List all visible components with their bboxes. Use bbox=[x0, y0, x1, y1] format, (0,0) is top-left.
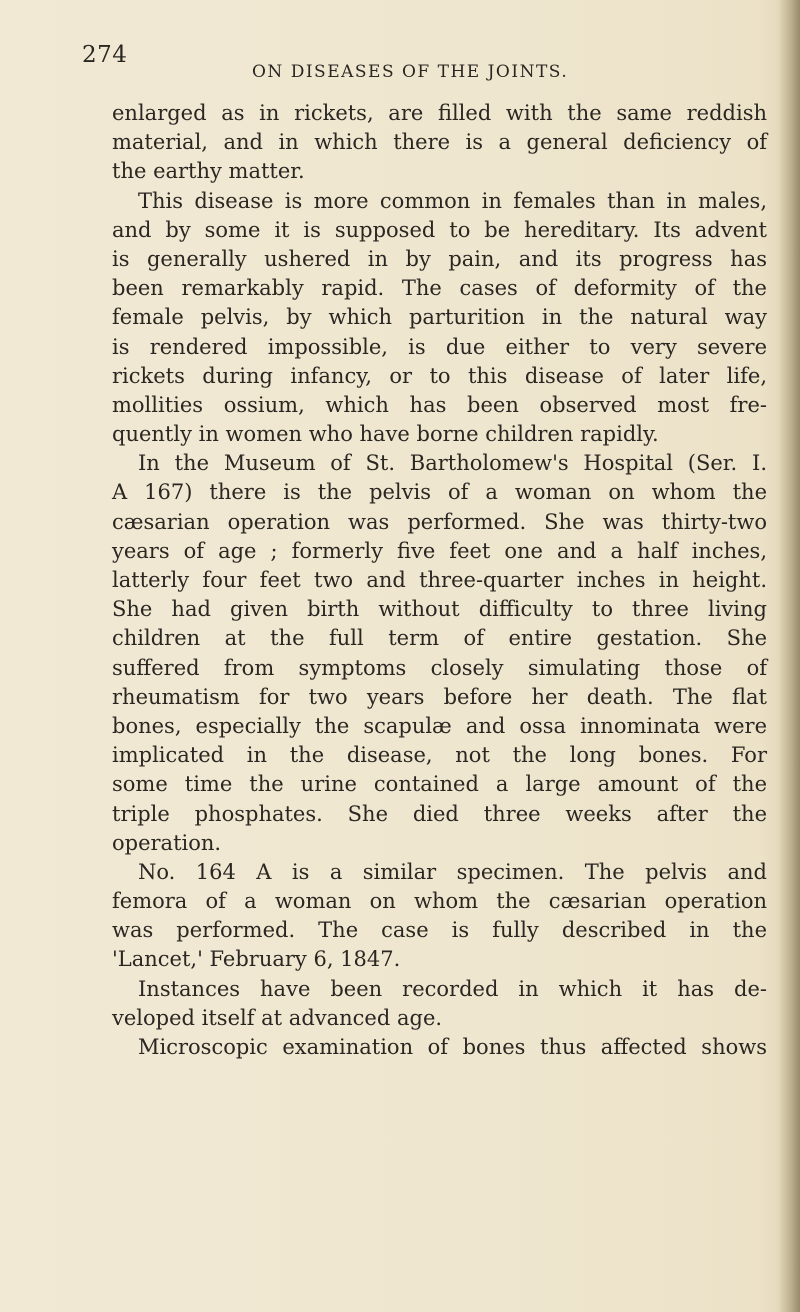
text-line: Instances have been recorded in which it has de- bbox=[138, 976, 767, 1001]
text-line: children at the full term of entire gestation. She bbox=[112, 626, 767, 651]
text-line: the earthy matter. bbox=[112, 159, 305, 184]
text-line: female pelvis, by which parturition in the natural way bbox=[112, 305, 767, 330]
text-line: rickets during infancy, or to this disease of later life, bbox=[112, 363, 767, 388]
text-line: enlarged as in rickets, are filled with the same reddish bbox=[112, 101, 767, 125]
text-line: implicated in the disease, not the long bones. For bbox=[112, 743, 767, 768]
text-line: years of age ; formerly five feet one and a half inches, bbox=[112, 538, 767, 563]
text-line: been remarkably rapid. The cases of deformity of the bbox=[112, 276, 767, 301]
body-text bbox=[112, 99, 767, 1062]
text-line: bones, especially the scapulæ and ossa innominata were bbox=[112, 713, 767, 738]
text-line: rheumatism for two years before her death. The flat bbox=[112, 684, 767, 709]
page-number: 274 bbox=[82, 42, 128, 68]
text-line: A 167) there is the pelvis of a woman on whom the bbox=[112, 480, 767, 505]
text-line: cæsarian operation was performed. She was thirty-two bbox=[112, 509, 767, 534]
text-line: This disease is more common in females than in males, bbox=[138, 188, 767, 213]
text-line: She had given birth without difficulty to three living bbox=[112, 597, 767, 622]
text-line: quently in women who have borne children rapidly. bbox=[112, 422, 659, 447]
text-line: veloped itself at advanced age. bbox=[112, 1005, 443, 1030]
page-edge-shadow bbox=[778, 0, 800, 1312]
text-line: 'Lancet,' February 6, 1847. bbox=[112, 947, 401, 972]
text-line: is rendered impossible, is due either to very severe bbox=[112, 334, 767, 359]
text-line: and by some it is supposed to be hereditary. Its advent bbox=[112, 217, 767, 242]
text-line: latterly four feet two and three-quarter inches in height. bbox=[112, 568, 767, 592]
text-line: No. 164 A is a similar specimen. The pelvis and bbox=[138, 859, 767, 884]
text-line: In the Museum of St. Bartholomew's Hospital (Ser. I. bbox=[138, 451, 767, 476]
text-line: triple phosphates. She died three weeks after the bbox=[112, 801, 767, 826]
text-line: some time the urine contained a large amount of the bbox=[112, 772, 767, 797]
text-line: was performed. The case is fully described in the bbox=[112, 918, 767, 943]
text-line: Microscopic examination of bones thus affected shows bbox=[138, 1035, 767, 1059]
text-line: is generally ushered in by pain, and its progress has bbox=[112, 246, 767, 271]
text-line: femora of a woman on whom the cæsarian operation bbox=[112, 889, 767, 914]
text-line: mollities ossium, which has been observed most fre- bbox=[112, 392, 767, 417]
text-line: material, and in which there is a general deficiency of bbox=[112, 130, 767, 155]
text-line: operation. bbox=[112, 830, 222, 855]
text-line: suffered from symptoms closely simulating those of bbox=[112, 655, 767, 680]
running-head: ON DISEASES OF THE JOINTS. bbox=[252, 62, 569, 82]
